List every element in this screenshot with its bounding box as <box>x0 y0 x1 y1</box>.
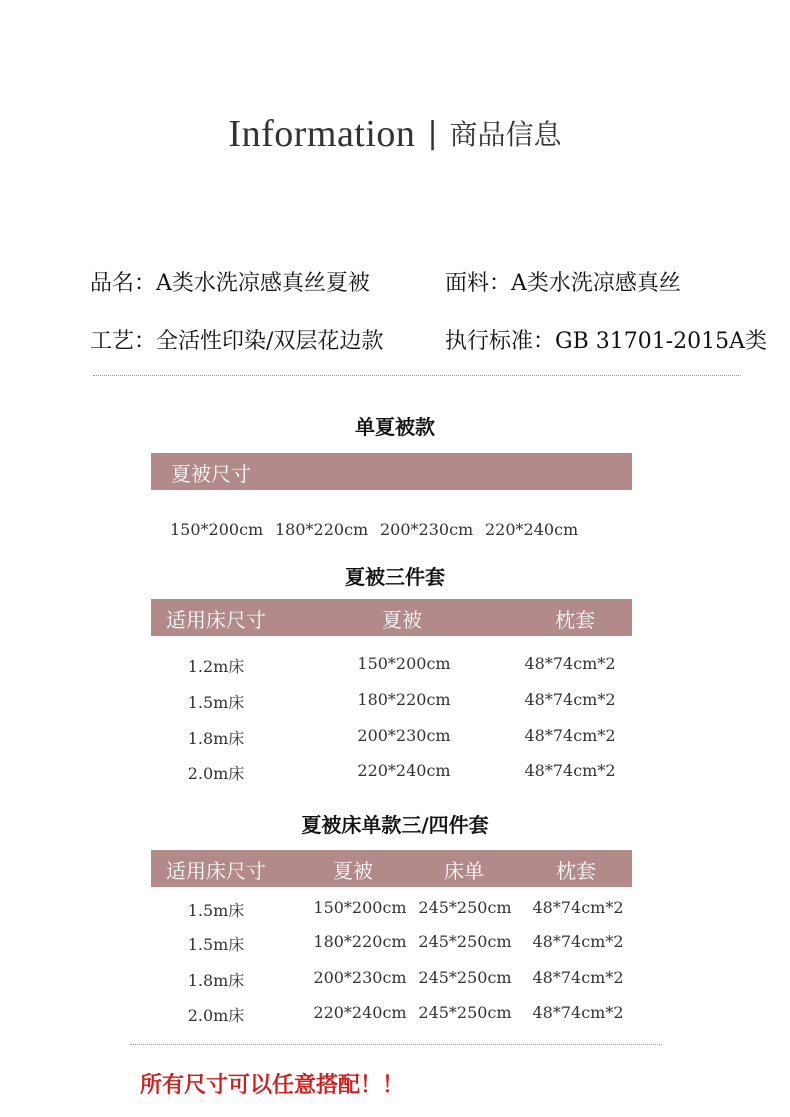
cell-quilt: 220*240cm <box>357 761 451 780</box>
cell-pillowcase: 48*74cm*2 <box>524 654 616 673</box>
single-size: 180*220cm <box>275 520 369 539</box>
header-bedsheet: 床单 <box>444 859 484 883</box>
size-header-label: 夏被尺寸 <box>171 462 251 486</box>
cell-pillowcase: 48*74cm*2 <box>532 968 624 987</box>
cell-bedsheet: 245*250cm <box>418 1003 512 1022</box>
page-title <box>0 112 790 156</box>
four-piece-header-bar <box>151 850 632 887</box>
product-name: 品名：A类水洗凉感真丝夏被 <box>90 271 370 296</box>
product-craft: 工艺：全活性印染/双层花边款 <box>90 329 384 354</box>
cell-pillowcase: 48*74cm*2 <box>524 761 616 780</box>
header-pillowcase: 枕套 <box>555 608 595 632</box>
cell-bed-size: 2.0m床 <box>187 1006 245 1025</box>
size-header-bar <box>151 453 632 490</box>
cell-bed-size: 2.0m床 <box>187 764 245 783</box>
product-standard: 执行标准：GB 31701-2015A类 <box>445 329 768 354</box>
title-chinese: 商品信息 <box>449 118 562 151</box>
section-title-four-piece: 夏被床单款三/四件套 <box>301 813 489 837</box>
single-size: 150*200cm <box>170 520 264 539</box>
cell-bed-size: 1.2m床 <box>187 657 245 676</box>
single-size: 200*230cm <box>380 520 474 539</box>
three-piece-header-bar <box>151 599 632 636</box>
cell-quilt: 220*240cm <box>313 1003 407 1022</box>
cell-quilt: 200*230cm <box>357 726 451 745</box>
title-english: Information <box>228 113 416 155</box>
header-quilt: 夏被 <box>382 608 422 632</box>
single-size: 220*240cm <box>485 520 579 539</box>
cell-bedsheet: 245*250cm <box>418 898 512 917</box>
cell-bed-size: 1.5m床 <box>187 935 245 954</box>
divider-bottom <box>130 1044 662 1045</box>
header-pillowcase: 枕套 <box>556 859 596 883</box>
divider-top <box>93 375 741 376</box>
cell-pillowcase: 48*74cm*2 <box>532 932 624 951</box>
cell-pillowcase: 48*74cm*2 <box>532 898 624 917</box>
cell-quilt: 180*220cm <box>357 690 451 709</box>
cell-pillowcase: 48*74cm*2 <box>524 690 616 709</box>
cell-bed-size: 1.5m床 <box>187 693 245 712</box>
cell-bed-size: 1.8m床 <box>187 729 245 748</box>
cell-pillowcase: 48*74cm*2 <box>524 726 616 745</box>
header-bed-size: 适用床尺寸 <box>166 859 266 883</box>
cell-quilt: 200*230cm <box>313 968 407 987</box>
cell-bedsheet: 245*250cm <box>418 968 512 987</box>
header-quilt: 夏被 <box>333 859 373 883</box>
cell-quilt: 180*220cm <box>313 932 407 951</box>
section-title-three-piece: 夏被三件套 <box>345 565 445 589</box>
section-title-single: 单夏被款 <box>355 415 435 439</box>
cell-quilt: 150*200cm <box>313 898 407 917</box>
cell-bed-size: 1.5m床 <box>187 901 245 920</box>
title-separator: | <box>427 116 438 151</box>
cell-bed-size: 1.8m床 <box>187 971 245 990</box>
product-fabric: 面料：A类水洗凉感真丝 <box>445 271 681 296</box>
footer-note: 所有尺寸可以任意搭配！！ <box>140 1072 405 1098</box>
cell-pillowcase: 48*74cm*2 <box>532 1003 624 1022</box>
cell-bedsheet: 245*250cm <box>418 932 512 951</box>
cell-quilt: 150*200cm <box>357 654 451 673</box>
header-bed-size: 适用床尺寸 <box>166 608 266 632</box>
